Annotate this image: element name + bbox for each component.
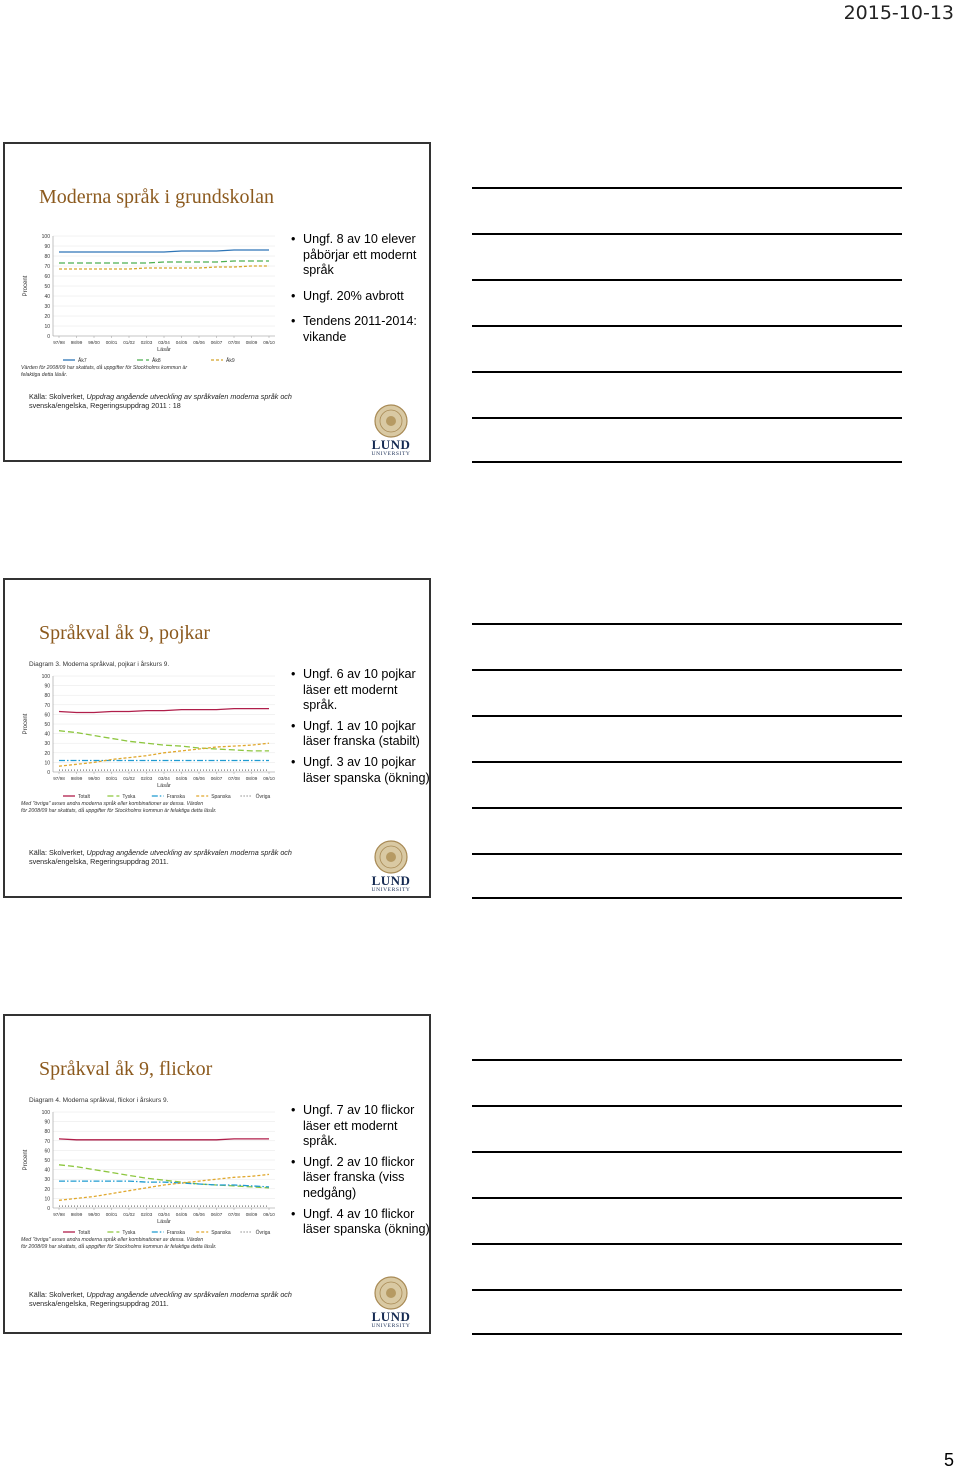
x-tick-label: 01/02 [123,1212,135,1217]
lund-university-logo [371,840,411,893]
bullet-item: • Ungf. 3 av 10 pojkar läser spanska (ökning) [291,755,431,786]
source-title: Uppdrag angående utveckling av språkvalen moderna språk och [86,1290,292,1299]
y-tick-label: 10 [44,760,50,767]
x-tick-label: 04/05 [175,1212,188,1217]
bullet-item: • Ungf. 6 av 10 pojkar läser ett modernt språk. [291,667,431,714]
note-line [472,669,902,671]
y-tick-label: 0 [47,770,50,776]
seal-icon [374,840,408,874]
note-line [472,1197,902,1199]
chart-note: Med "övriga" avses andra moderna språk eller kombinationer av dessa. Värden [21,801,204,807]
x-tick-label: 98/99 [70,1212,83,1217]
y-tick-label: 30 [44,1177,50,1184]
chart-pojkar [19,658,281,818]
logo-text: LUND [371,873,411,888]
x-tick-label: 09/10 [263,776,275,781]
bullet-item: • Ungf. 1 av 10 pojkar läser franska (stabilt) [291,719,431,750]
note-line [472,233,902,235]
y-tick-label: 100 [41,674,50,680]
y-axis-label: Procent [23,713,29,735]
note-line [472,461,902,463]
logo-text: LUND [371,1309,411,1324]
x-tick-label: 00/01 [105,1212,118,1217]
legend-label: Spanska [211,794,231,800]
bullet-item: • Ungf. 4 av 10 flickor läser spanska (ökning) [291,1207,431,1238]
y-tick-label: 30 [44,304,50,310]
series-line-åk9 [59,266,269,269]
note-line [472,1243,902,1245]
y-tick-label: 40 [44,294,50,300]
y-tick-label: 80 [44,1129,50,1136]
legend-label: Franska [166,794,185,800]
y-tick-label: 10 [44,324,50,330]
x-tick-label: 99/00 [88,1212,100,1217]
y-tick-label: 0 [47,334,50,340]
x-tick-label: 99/00 [88,340,100,345]
bullet-list [291,667,431,786]
y-tick-label: 60 [44,274,50,280]
note-line [472,417,902,419]
x-tick-label: 02/03 [140,340,153,345]
source-rest: svenska/engelska, Regeringsuppdrag 2011. [29,857,169,866]
source-title: Uppdrag angående utveckling av språkvalen moderna språk och [86,392,292,401]
chart-note: felaktiga detta läsår. [21,372,68,378]
note-line [472,1151,902,1153]
x-tick-label: 01/02 [123,340,135,345]
x-tick-label: 06/07 [210,776,223,781]
note-line [472,897,902,899]
x-tick-label: 07/08 [228,340,240,345]
chart-note: för 2008/09 har skattats, då uppgifter för Stockholms kommun är felaktiga detta läsår. [21,808,217,814]
chart-heading: Diagram 3. Moderna språkval, pojkar i årskurs 9. [29,661,170,668]
slide-3 [3,1014,431,1334]
note-line [472,623,902,625]
logo-subtext: UNIVERSITY [371,451,411,457]
chart-heading: Diagram 4. Moderna språkval, flickor i årskurs 9. [29,1097,169,1104]
y-tick-label: 70 [44,702,50,709]
source-title: Uppdrag angående utveckling av språkvalen moderna språk och [86,848,292,857]
source-rest: svenska/engelska, Regeringsuppdrag 2011 : 18 [29,401,181,410]
x-tick-label: 09/10 [263,1212,275,1217]
x-tick-label: 07/08 [228,776,240,781]
note-line [472,325,902,327]
logo-subtext: UNIVERSITY [371,887,411,893]
y-tick-label: 70 [44,264,50,270]
x-tick-label: 00/01 [105,340,118,345]
header-date: 2015-10-13 [843,2,954,24]
source-citation [29,848,314,866]
legend-label: Åk7 [78,358,87,364]
chart-note: för 2008/09 har skattats, då uppgifter för Stockholms kommun är felaktiga detta läsår. [21,1244,217,1250]
x-tick-label: 05/06 [193,776,205,781]
chart-note: Med "övriga" avses andra moderna språk eller kombinationer av dessa. Värden [21,1237,204,1243]
seal-icon [374,1276,408,1310]
x-tick-label: 01/02 [123,776,135,781]
lund-university-logo [371,404,411,457]
series-line-totalt [59,1139,269,1140]
series-line-spanska [59,743,269,766]
source-prefix: Källa: Skolverket, [29,392,87,401]
x-tick-label: 97/98 [53,1212,65,1217]
chart-moderna-sprak [19,232,281,378]
note-line [472,715,902,717]
y-tick-label: 30 [44,741,50,748]
series-line-åk7 [59,250,269,252]
series-line-totalt [59,709,269,713]
y-tick-label: 20 [44,1186,50,1193]
y-tick-label: 50 [44,1158,50,1164]
bullet-item: • Ungf. 20% avbrott [291,289,431,305]
x-tick-label: 97/98 [53,340,65,345]
y-tick-label: 40 [44,1167,50,1174]
legend-label: Övriga [255,1230,271,1236]
legend-label: Övriga [255,794,271,800]
x-tick-label: 05/06 [193,340,205,345]
y-tick-label: 80 [44,693,50,700]
y-tick-label: 100 [41,1110,50,1116]
y-tick-label: 0 [47,1206,50,1212]
logo-text: LUND [371,437,411,452]
x-axis-label: Läsår [157,347,171,353]
note-line [472,853,902,855]
bullet-item: • Ungf. 7 av 10 flickor läser ett modernt språk. [291,1103,431,1150]
y-tick-label: 90 [44,1119,50,1126]
y-tick-label: 70 [44,1138,50,1145]
series-line-spanska [59,1174,269,1200]
x-tick-label: 00/01 [105,776,118,781]
x-axis-label: Läsår [157,1219,171,1225]
x-tick-label: 08/09 [245,340,258,345]
x-tick-label: 02/03 [140,776,153,781]
legend-label: Tyska [122,1230,136,1236]
y-axis-label: Procent [23,1149,29,1171]
slide-2 [3,578,431,898]
legend-label: Totalt [78,1230,90,1236]
legend-label: Spanska [211,1230,231,1236]
seal-icon [374,404,408,438]
slide-title: Språkval åk 9, flickor [39,1058,213,1080]
x-tick-label: 98/99 [70,776,83,781]
x-tick-label: 98/99 [70,340,83,345]
x-tick-label: 04/05 [175,340,188,345]
y-tick-label: 10 [44,1196,50,1203]
series-line-franska [59,1181,269,1187]
x-tick-label: 06/07 [210,1212,223,1217]
slide-1 [3,142,431,462]
source-citation [29,1290,314,1308]
bullet-list [291,1103,431,1238]
lund-university-logo [371,1276,411,1329]
source-citation [29,392,314,410]
x-tick-label: 08/09 [245,1212,258,1217]
note-line [472,1333,902,1335]
x-axis-label: Läsår [157,783,171,789]
x-tick-label: 07/08 [228,1212,240,1217]
x-tick-label: 03/04 [158,1212,170,1217]
note-line [472,1105,902,1107]
bullet-item: • Ungf. 2 av 10 flickor läser franska (viss nedgång) [291,1155,431,1202]
chart-note: Värden för 2008/09 har skattats, då uppgifter för Stockholms kommun är [21,365,188,371]
note-line [472,1059,902,1061]
x-tick-label: 09/10 [263,340,275,345]
x-tick-label: 99/00 [88,776,100,781]
bullet-list [291,232,431,346]
slide-title: Språkval åk 9, pojkar [39,622,211,644]
slide-title: Moderna språk i grundskolan [39,186,274,208]
note-line [472,371,902,373]
x-tick-label: 03/04 [158,340,170,345]
x-tick-label: 08/09 [245,776,258,781]
source-prefix: Källa: Skolverket, [29,848,87,857]
legend-label: Åk9 [226,358,235,364]
y-tick-label: 40 [44,731,50,738]
x-tick-label: 06/07 [210,340,223,345]
x-tick-label: 04/05 [175,776,188,781]
source-prefix: Källa: Skolverket, [29,1290,87,1299]
note-line [472,187,902,189]
y-tick-label: 80 [44,254,50,260]
y-tick-label: 20 [44,314,50,320]
y-tick-label: 50 [44,722,50,728]
y-tick-label: 100 [41,234,50,240]
legend-label: Totalt [78,794,90,800]
legend-label: Åk8 [152,358,161,364]
note-line [472,1289,902,1291]
y-tick-label: 90 [44,244,50,250]
y-axis-label: Procent [23,275,29,297]
chart-flickor [19,1094,281,1254]
x-tick-label: 97/98 [53,776,65,781]
note-line [472,761,902,763]
x-tick-label: 03/04 [158,776,170,781]
x-tick-label: 02/03 [140,1212,153,1217]
y-tick-label: 60 [44,712,50,719]
bullet-item: • Tendens 2011-2014: vikande [291,314,431,345]
note-line [472,807,902,809]
y-tick-label: 90 [44,683,50,690]
y-tick-label: 20 [44,750,50,757]
legend-label: Tyska [122,794,136,800]
note-line [472,279,902,281]
logo-subtext: UNIVERSITY [371,1323,411,1329]
x-tick-label: 05/06 [193,1212,205,1217]
bullet-item: • Ungf. 8 av 10 elever påbörjar ett modernt språk [291,232,431,279]
source-rest: svenska/engelska, Regeringsuppdrag 2011. [29,1299,169,1308]
y-tick-label: 60 [44,1148,50,1155]
page-number: 5 [943,1450,954,1470]
y-tick-label: 50 [44,284,50,290]
legend-label: Franska [166,1230,185,1236]
series-line-åk8 [59,261,269,263]
